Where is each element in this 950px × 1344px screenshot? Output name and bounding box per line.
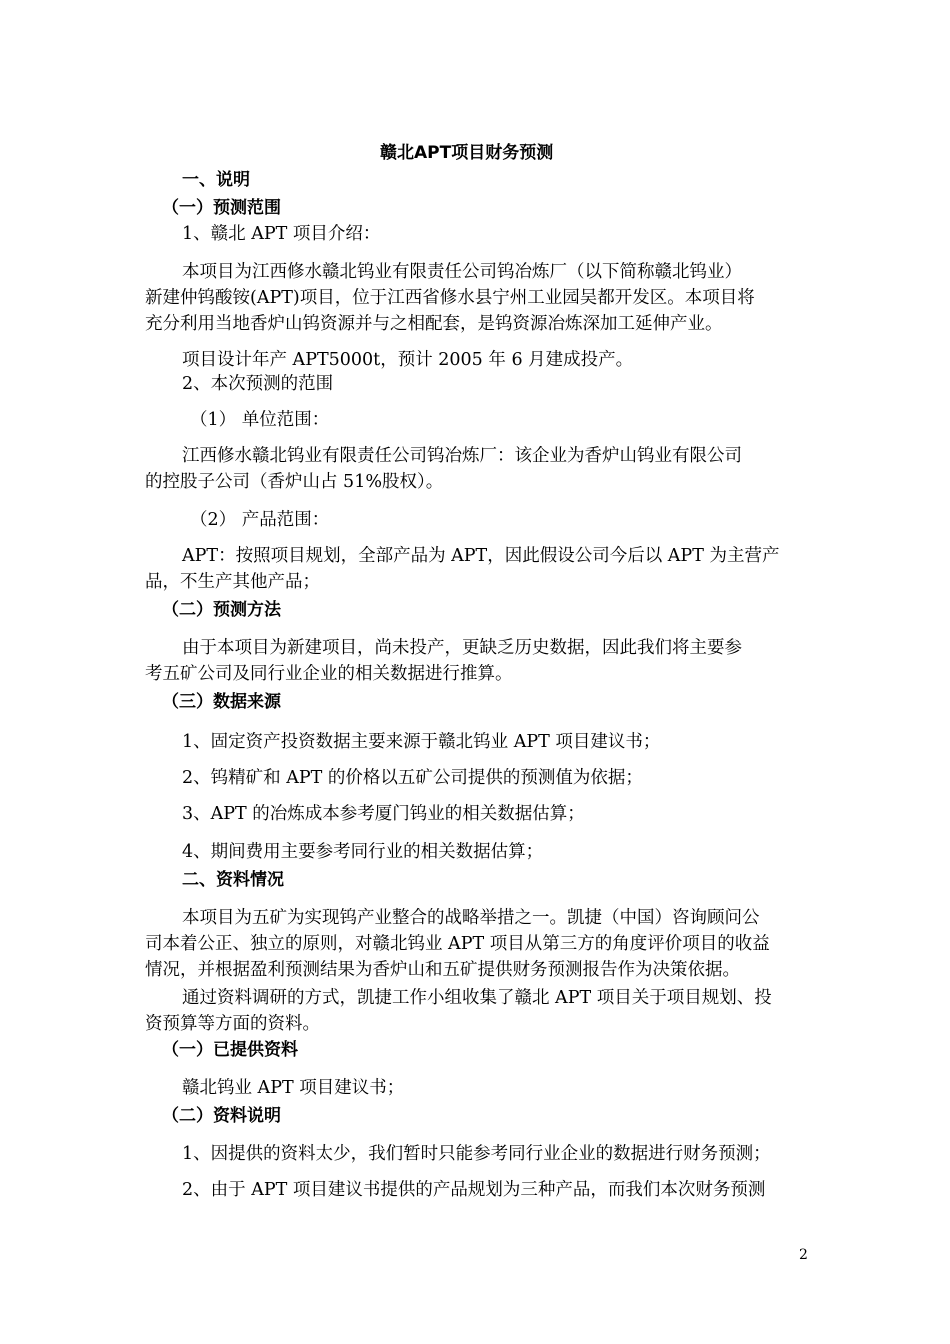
text-line: （1） 单位范围： [190,410,330,430]
text-line: 的控股子公司（香炉山占 51%股权）。 [145,472,444,492]
text-line: 江西修水赣北钨业有限责任公司钨冶炼厂：该企业为香炉山钨业有限公司 [182,446,742,466]
text-line: 通过资料调研的方式，凯捷工作小组收集了赣北 APT 项目关于项目规划、投 [182,988,772,1008]
text-line: 1、因提供的资料太少，我们暂时只能参考同行业企业的数据进行财务预测； [182,1144,771,1164]
text-line: 3、APT 的冶炼成本参考厦门钨业的相关数据估算； [182,804,585,824]
section-heading: （一）预测范围 [162,198,281,218]
text-line: 2、钨精矿和 APT 的价格以五矿公司提供的预测值为依据； [182,768,643,788]
text-line: 资预算等方面的资料。 [145,1014,320,1034]
section-heading: （二）资料说明 [162,1106,281,1126]
text-line: 由于本项目为新建项目，尚未投产，更缺乏历史数据，因此我们将主要参 [182,638,742,658]
text-line: 1、赣北 APT 项目介绍： [182,224,381,244]
text-line: 本项目为江西修水赣北钨业有限责任公司钨冶炼厂（以下简称赣北钨业） [182,262,742,282]
text-line: 项目设计年产 APT5000t，预计 2005 年 6 月建成投产。 [182,350,634,370]
section-heading: （一）已提供资料 [162,1040,298,1060]
text-line: 赣北钨业 APT 项目建议书； [182,1078,405,1098]
section-heading: （二）预测方法 [162,600,281,620]
text-line: 新建仲钨酸铵(APT)项目，位于江西省修水县宁州工业园吴都开发区。本项目将 [145,288,755,308]
text-line: 情况，并根据盈利预测结果为香炉山和五矿提供财务预测报告作为决策依据。 [145,960,740,980]
section-heading: 一、说明 [182,170,250,190]
section-heading: （三）数据来源 [162,692,281,712]
text-line: APT：按照项目规划，全部产品为 APT，因此假设公司今后以 APT 为主营产 [182,546,780,566]
section-heading: 二、资料情况 [182,870,284,890]
page-number: 2 [799,1247,808,1263]
text-line: 2、由于 APT 项目建议书提供的产品规划为三种产品，而我们本次财务预测 [182,1180,766,1200]
text-line: 充分利用当地香炉山钨资源并与之相配套，是钨资源冶炼深加工延伸产业。 [145,314,723,334]
text-line: 司本着公正、独立的原则，对赣北钨业 APT 项目从第三方的角度评价项目的收益 [145,934,770,954]
page-title: 赣北APT项目财务预测 [380,143,554,163]
text-line: 考五矿公司及同行业企业的相关数据进行推算。 [145,664,513,684]
text-line: （2） 产品范围： [190,510,330,530]
text-line: 4、期间费用主要参考同行业的相关数据估算； [182,842,544,862]
text-line: 2、本次预测的范围 [182,374,334,394]
text-line: 1、固定资产投资数据主要来源于赣北钨业 APT 项目建议书； [182,732,661,752]
text-line: 品，不生产其他产品； [145,572,320,592]
text-line: 本项目为五矿为实现钨产业整合的战略举措之一。凯捷（中国）咨询顾问公 [182,908,760,928]
